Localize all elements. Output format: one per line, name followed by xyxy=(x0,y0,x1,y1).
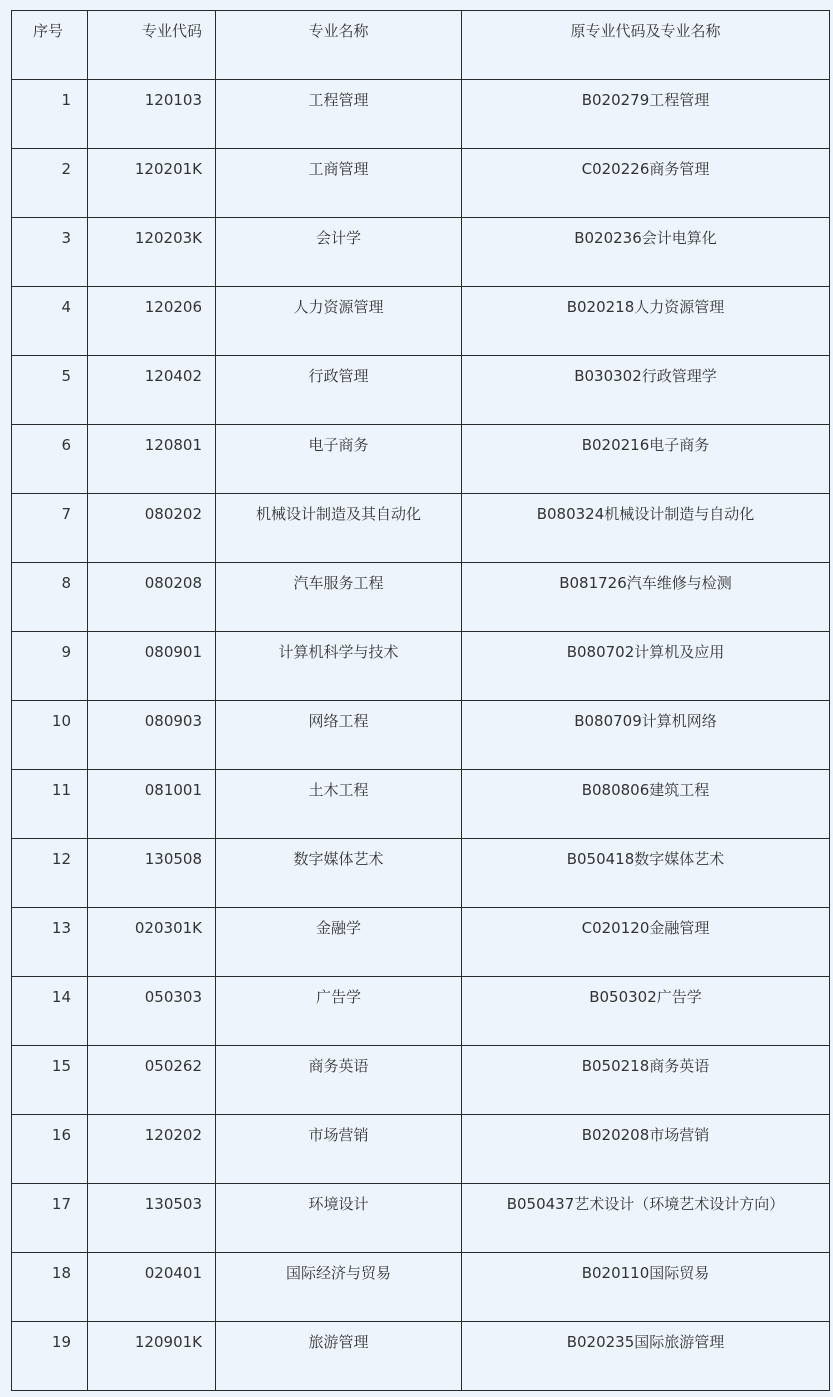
name-value: 机械设计制造及其自动化 xyxy=(255,505,421,523)
code-cell xyxy=(88,563,216,632)
name-cell xyxy=(216,908,462,977)
table-body xyxy=(12,80,830,1391)
name-value: 工商管理 xyxy=(308,160,369,178)
header-label: 专业名称 xyxy=(308,22,369,40)
name-value: 旅游管理 xyxy=(308,1333,369,1351)
code-cell xyxy=(88,977,216,1046)
original-value: B020110国际贸易 xyxy=(581,1264,710,1282)
original-value: B020216电子商务 xyxy=(581,436,710,454)
index-cell xyxy=(12,908,88,977)
name-value: 工程管理 xyxy=(308,91,369,109)
original-value: B081726汽车维修与检测 xyxy=(559,574,732,592)
code-cell xyxy=(88,1046,216,1115)
original-cell xyxy=(462,425,830,494)
table-row xyxy=(12,563,830,632)
name-cell xyxy=(216,1184,462,1253)
original-value: B020218人力资源管理 xyxy=(566,298,725,316)
index-cell xyxy=(12,1115,88,1184)
original-cell xyxy=(462,563,830,632)
name-cell xyxy=(216,425,462,494)
original-cell xyxy=(462,1184,830,1253)
table-row xyxy=(12,701,830,770)
table-row xyxy=(12,908,830,977)
original-cell xyxy=(462,977,830,1046)
original-value: B050218商务英语 xyxy=(581,1057,710,1075)
name-value: 计算机科学与技术 xyxy=(278,643,399,661)
index-value: 12 xyxy=(51,850,71,868)
original-value: B020208市场营销 xyxy=(581,1126,710,1144)
name-cell xyxy=(216,563,462,632)
original-cell xyxy=(462,1046,830,1115)
original-cell xyxy=(462,1253,830,1322)
code-value: 120203K xyxy=(134,229,202,247)
index-value: 9 xyxy=(61,643,71,661)
code-cell xyxy=(88,80,216,149)
name-value: 金融学 xyxy=(315,919,361,937)
code-value: 120103 xyxy=(144,91,202,109)
original-cell xyxy=(462,149,830,218)
name-cell xyxy=(216,770,462,839)
index-value: 8 xyxy=(61,574,71,592)
original-cell xyxy=(462,494,830,563)
name-value: 电子商务 xyxy=(308,436,369,454)
code-cell xyxy=(88,494,216,563)
index-value: 11 xyxy=(51,781,71,799)
original-cell xyxy=(462,701,830,770)
original-cell xyxy=(462,632,830,701)
table-row xyxy=(12,1253,830,1322)
table-row xyxy=(12,977,830,1046)
original-value: B020235国际旅游管理 xyxy=(566,1333,725,1351)
table-row xyxy=(12,632,830,701)
index-value: 2 xyxy=(61,160,71,178)
code-cell xyxy=(88,1184,216,1253)
table-row xyxy=(12,356,830,425)
code-cell xyxy=(88,1322,216,1391)
code-value: 120901K xyxy=(134,1333,202,1351)
table-row xyxy=(12,839,830,908)
original-cell xyxy=(462,287,830,356)
original-cell xyxy=(462,356,830,425)
table-row xyxy=(12,1115,830,1184)
code-value: 020401 xyxy=(144,1264,202,1282)
majors-table-container xyxy=(11,10,830,1391)
original-value: B050418数字媒体艺术 xyxy=(566,850,725,868)
original-cell xyxy=(462,218,830,287)
code-value: 080208 xyxy=(144,574,202,592)
table-row xyxy=(12,770,830,839)
name-cell xyxy=(216,149,462,218)
table-row xyxy=(12,80,830,149)
name-cell xyxy=(216,1046,462,1115)
index-value: 15 xyxy=(51,1057,71,1075)
code-cell xyxy=(88,839,216,908)
code-value: 080903 xyxy=(144,712,202,730)
original-cell xyxy=(462,1115,830,1184)
index-cell xyxy=(12,1184,88,1253)
index-value: 1 xyxy=(61,91,71,109)
header-cell-code xyxy=(88,11,216,80)
name-value: 人力资源管理 xyxy=(293,298,384,316)
code-value: 120202 xyxy=(144,1126,202,1144)
original-value: B020279工程管理 xyxy=(581,91,710,109)
original-value: B080702计算机及应用 xyxy=(566,643,725,661)
name-cell xyxy=(216,1322,462,1391)
code-cell xyxy=(88,218,216,287)
index-value: 18 xyxy=(51,1264,71,1282)
original-value: B080324机械设计制造与自动化 xyxy=(536,505,755,523)
table-row xyxy=(12,1184,830,1253)
header-cell-name xyxy=(216,11,462,80)
header-label: 序号 xyxy=(33,22,64,40)
code-value: 130503 xyxy=(144,1195,202,1213)
original-value: C020120金融管理 xyxy=(581,919,710,937)
header-cell-original xyxy=(462,11,830,80)
table-header xyxy=(12,11,830,80)
index-cell xyxy=(12,287,88,356)
name-value: 国际经济与贸易 xyxy=(285,1264,391,1282)
index-cell xyxy=(12,218,88,287)
majors-table xyxy=(11,10,830,1391)
name-value: 土木工程 xyxy=(308,781,369,799)
name-cell xyxy=(216,977,462,1046)
code-cell xyxy=(88,770,216,839)
index-cell xyxy=(12,1253,88,1322)
name-value: 数字媒体艺术 xyxy=(293,850,384,868)
original-value: B050302广告学 xyxy=(589,988,702,1006)
index-value: 4 xyxy=(61,298,71,316)
name-value: 行政管理 xyxy=(308,367,369,385)
index-cell xyxy=(12,770,88,839)
header-label: 专业代码 xyxy=(141,22,202,40)
index-cell xyxy=(12,1046,88,1115)
code-value: 080202 xyxy=(144,505,202,523)
name-cell xyxy=(216,839,462,908)
table-row xyxy=(12,494,830,563)
original-value: B080806建筑工程 xyxy=(581,781,710,799)
index-value: 5 xyxy=(61,367,71,385)
code-value: 120801 xyxy=(144,436,202,454)
name-value: 广告学 xyxy=(315,988,361,1006)
index-value: 19 xyxy=(51,1333,71,1351)
original-value: B050437艺术设计（环境艺术设计方向） xyxy=(506,1195,785,1213)
index-value: 7 xyxy=(61,505,71,523)
index-value: 10 xyxy=(51,712,71,730)
table-row xyxy=(12,218,830,287)
code-cell xyxy=(88,908,216,977)
index-value: 13 xyxy=(51,919,71,937)
code-value: 020301K xyxy=(134,919,202,937)
name-cell xyxy=(216,701,462,770)
table-row xyxy=(12,1046,830,1115)
code-cell xyxy=(88,425,216,494)
code-value: 120402 xyxy=(144,367,202,385)
name-cell xyxy=(216,80,462,149)
table-row xyxy=(12,1322,830,1391)
code-value: 050303 xyxy=(144,988,202,1006)
index-cell xyxy=(12,494,88,563)
original-cell xyxy=(462,1322,830,1391)
index-cell xyxy=(12,356,88,425)
name-cell xyxy=(216,1253,462,1322)
code-value: 130508 xyxy=(144,850,202,868)
name-cell xyxy=(216,494,462,563)
name-cell xyxy=(216,632,462,701)
name-value: 环境设计 xyxy=(308,1195,369,1213)
original-cell xyxy=(462,908,830,977)
name-value: 汽车服务工程 xyxy=(293,574,384,592)
code-value: 120201K xyxy=(134,160,202,178)
code-cell xyxy=(88,287,216,356)
index-value: 16 xyxy=(51,1126,71,1144)
original-value: B020236会计电算化 xyxy=(574,229,717,247)
code-value: 050262 xyxy=(144,1057,202,1075)
code-value: 080901 xyxy=(144,643,202,661)
name-value: 网络工程 xyxy=(308,712,369,730)
name-value: 会计学 xyxy=(315,229,361,247)
original-cell xyxy=(462,770,830,839)
index-cell xyxy=(12,701,88,770)
code-cell xyxy=(88,701,216,770)
index-value: 17 xyxy=(51,1195,71,1213)
original-value: C020226商务管理 xyxy=(581,160,710,178)
code-cell xyxy=(88,149,216,218)
code-cell xyxy=(88,1253,216,1322)
table-row xyxy=(12,425,830,494)
original-cell xyxy=(462,839,830,908)
index-value: 6 xyxy=(61,436,71,454)
name-value: 市场营销 xyxy=(308,1126,369,1144)
original-value: B080709计算机网络 xyxy=(574,712,717,730)
code-cell xyxy=(88,356,216,425)
index-cell xyxy=(12,839,88,908)
code-cell xyxy=(88,632,216,701)
header-row xyxy=(12,11,830,80)
index-cell xyxy=(12,1322,88,1391)
name-cell xyxy=(216,1115,462,1184)
name-cell xyxy=(216,356,462,425)
code-value: 081001 xyxy=(144,781,202,799)
index-cell xyxy=(12,425,88,494)
header-cell-index xyxy=(12,11,88,80)
index-cell xyxy=(12,149,88,218)
original-cell xyxy=(462,80,830,149)
table-row xyxy=(12,149,830,218)
index-cell xyxy=(12,563,88,632)
original-value: B030302行政管理学 xyxy=(574,367,717,385)
name-value: 商务英语 xyxy=(308,1057,369,1075)
index-cell xyxy=(12,977,88,1046)
table-row xyxy=(12,287,830,356)
name-cell xyxy=(216,287,462,356)
code-value: 120206 xyxy=(144,298,202,316)
code-cell xyxy=(88,1115,216,1184)
name-cell xyxy=(216,218,462,287)
index-cell xyxy=(12,632,88,701)
header-label: 原专业代码及专业名称 xyxy=(570,22,721,40)
index-value: 14 xyxy=(51,988,71,1006)
index-cell xyxy=(12,80,88,149)
index-value: 3 xyxy=(61,229,71,247)
